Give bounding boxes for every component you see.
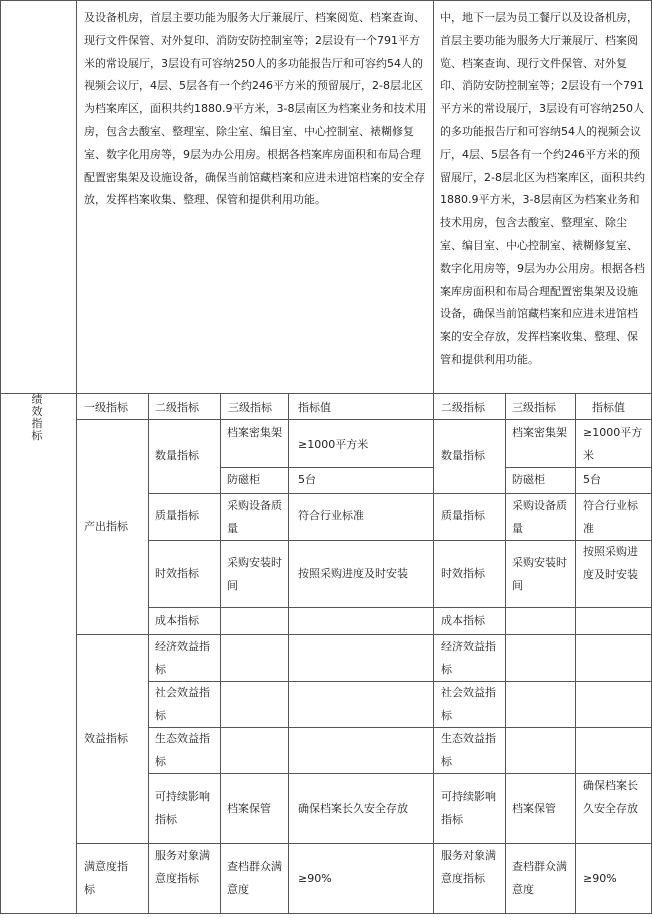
table-border — [76, 419, 652, 420]
timeliness-value-right: 按照采购进度及时安装 — [583, 545, 638, 581]
timeliness-l3-right: 采购安装时间 — [512, 556, 567, 592]
header-value: 指标值 — [298, 401, 331, 414]
service-l2-right: 服务对象满意度指标 — [441, 849, 496, 885]
table-border — [148, 607, 652, 608]
timeliness-l2-right: 时效指标 — [441, 567, 485, 580]
shelf-value-right: ≥1000平方米 — [583, 426, 643, 462]
social-l2: 社会效益指标 — [155, 686, 210, 722]
table-border — [433, 0, 434, 914]
service-value: ≥90% — [298, 872, 332, 885]
economic-l2: 经济效益指标 — [155, 640, 210, 676]
quality-l2-right: 质量指标 — [441, 509, 485, 522]
quantity-l2: 数量指标 — [155, 449, 199, 462]
side-label-performance: 绩效指标 — [31, 393, 43, 442]
service-l3-right: 查档群众满意度 — [512, 860, 567, 896]
table-border — [148, 540, 652, 541]
table-border — [288, 393, 289, 914]
sustain-l3: 档案保管 — [227, 802, 271, 815]
group-benefit: 效益指标 — [84, 732, 128, 745]
quality-value: 符合行业标准 — [298, 509, 364, 522]
quality-l3: 采购设备质量 — [227, 499, 282, 535]
quality-value-right: 符合行业标准 — [583, 499, 638, 535]
table-border — [575, 393, 576, 914]
sustain-l3-right: 档案保管 — [512, 802, 556, 815]
timeliness-l3: 采购安装时间 — [227, 556, 282, 592]
table-border — [0, 0, 652, 1]
table-border — [148, 773, 652, 774]
sustain-l2: 可持续影响指标 — [155, 790, 210, 826]
quality-l2: 质量指标 — [155, 509, 199, 522]
header-value-right: 指标值 — [592, 401, 625, 414]
timeliness-value: 按照采购进度及时安装 — [298, 567, 408, 580]
table-border — [505, 393, 506, 914]
eco-l2: 生态效益指标 — [155, 732, 210, 768]
service-l3: 查档群众满意度 — [227, 860, 282, 896]
header-level1: 一级指标 — [84, 401, 128, 414]
table-border — [0, 393, 652, 394]
cost-l2-right: 成本指标 — [441, 614, 485, 627]
table-border — [148, 493, 652, 494]
sustain-value-right: 确保档案长久安全存放 — [583, 779, 638, 815]
eco-l2-right: 生态效益指标 — [441, 732, 496, 768]
cost-l2: 成本指标 — [155, 614, 199, 627]
table-border — [148, 681, 652, 682]
table-border — [76, 0, 77, 914]
economic-l2-right: 经济效益指标 — [441, 640, 496, 676]
sustain-l2-right: 可持续影响指标 — [441, 790, 496, 826]
sustain-value: 确保档案长久安全存放 — [298, 802, 408, 815]
project-description-right: 中，地下一层为员工餐厅以及设备机房，首层主要功能为服务大厅兼展厅、档案阅览、档案查询、现行文件保管、对外复印、消防安防控制室等；2层设有一个791平方米的常设展厅，3层设有可容纳250人的多功能报告厅和可容纳54人的视频会议厅，4层、5层各有一个约246平方米的预留展厅，2-8层北区为档案库区，面积共约1880.9平方米，3-8层南区为档案业务和技术用房，包含去酸室、整理室、除尘室、编目室、中心控制室、裱糊修复室、数字化用房等，9层为办公用房。根据各档案库房面积和布局合理配置密集架及设施设备，确保当前馆藏档案和应进未进馆档案的安全存放，发挥档案收集、整理、保管和提供利用功能。 — [440, 11, 645, 366]
header-level2-right: 二级指标 — [441, 401, 485, 414]
table-border — [148, 393, 149, 914]
cabinet-l3: 防磁柜 — [227, 473, 260, 486]
quantity-l2-right: 数量指标 — [441, 449, 485, 462]
service-l2: 服务对象满意度指标 — [155, 849, 210, 885]
table-border — [220, 393, 221, 914]
shelf-l3: 档案密集架 — [227, 426, 282, 439]
quality-l3-right: 采购设备质量 — [512, 499, 567, 535]
shelf-l3-right: 档案密集架 — [512, 426, 567, 439]
shelf-value: ≥1000平方米 — [298, 438, 369, 451]
cabinet-value-right: 5台 — [583, 473, 601, 486]
group-satisfaction: 满意度指标 — [84, 860, 128, 896]
cabinet-value: 5台 — [298, 473, 316, 486]
social-l2-right: 社会效益指标 — [441, 686, 496, 722]
group-output: 产出指标 — [84, 520, 128, 533]
table-border — [0, 0, 1, 914]
table-border — [148, 727, 652, 728]
header-level3-right: 三级指标 — [512, 401, 556, 414]
header-level3: 三级指标 — [228, 401, 272, 414]
service-value-right: ≥90% — [583, 872, 617, 885]
project-description-left: 及设备机房，首层主要功能为服务大厅兼展厅、档案阅览、档案查询、现行文件保管、对外复印、消防安防控制室等；2层设有一个791平方米的常设展厅，3层设有可容纳250人的多功能报告厅和可容约54人的视频会议厅，4层、5层各有一个约246平方米的预留展厅，2-8层北区为档案库区，面积共约1880.9平方米，3-8层南区为档案业务和技术用房，包含去酸室、整理室、除尘室、编目室、中心控制室、裱糊修复室、数字化用房等，9层为办公用房。根据各档案库房面积和布局合理配置密集架及设施设备，确保当前馆藏档案和应进未进馆档案的安全存放，发挥档案收集、整理、保管和提供利用功能。 — [84, 11, 427, 207]
timeliness-l2: 时效指标 — [155, 567, 199, 580]
header-level2: 二级指标 — [155, 401, 199, 414]
cabinet-l3-right: 防磁柜 — [512, 473, 545, 486]
table-border — [0, 913, 652, 914]
